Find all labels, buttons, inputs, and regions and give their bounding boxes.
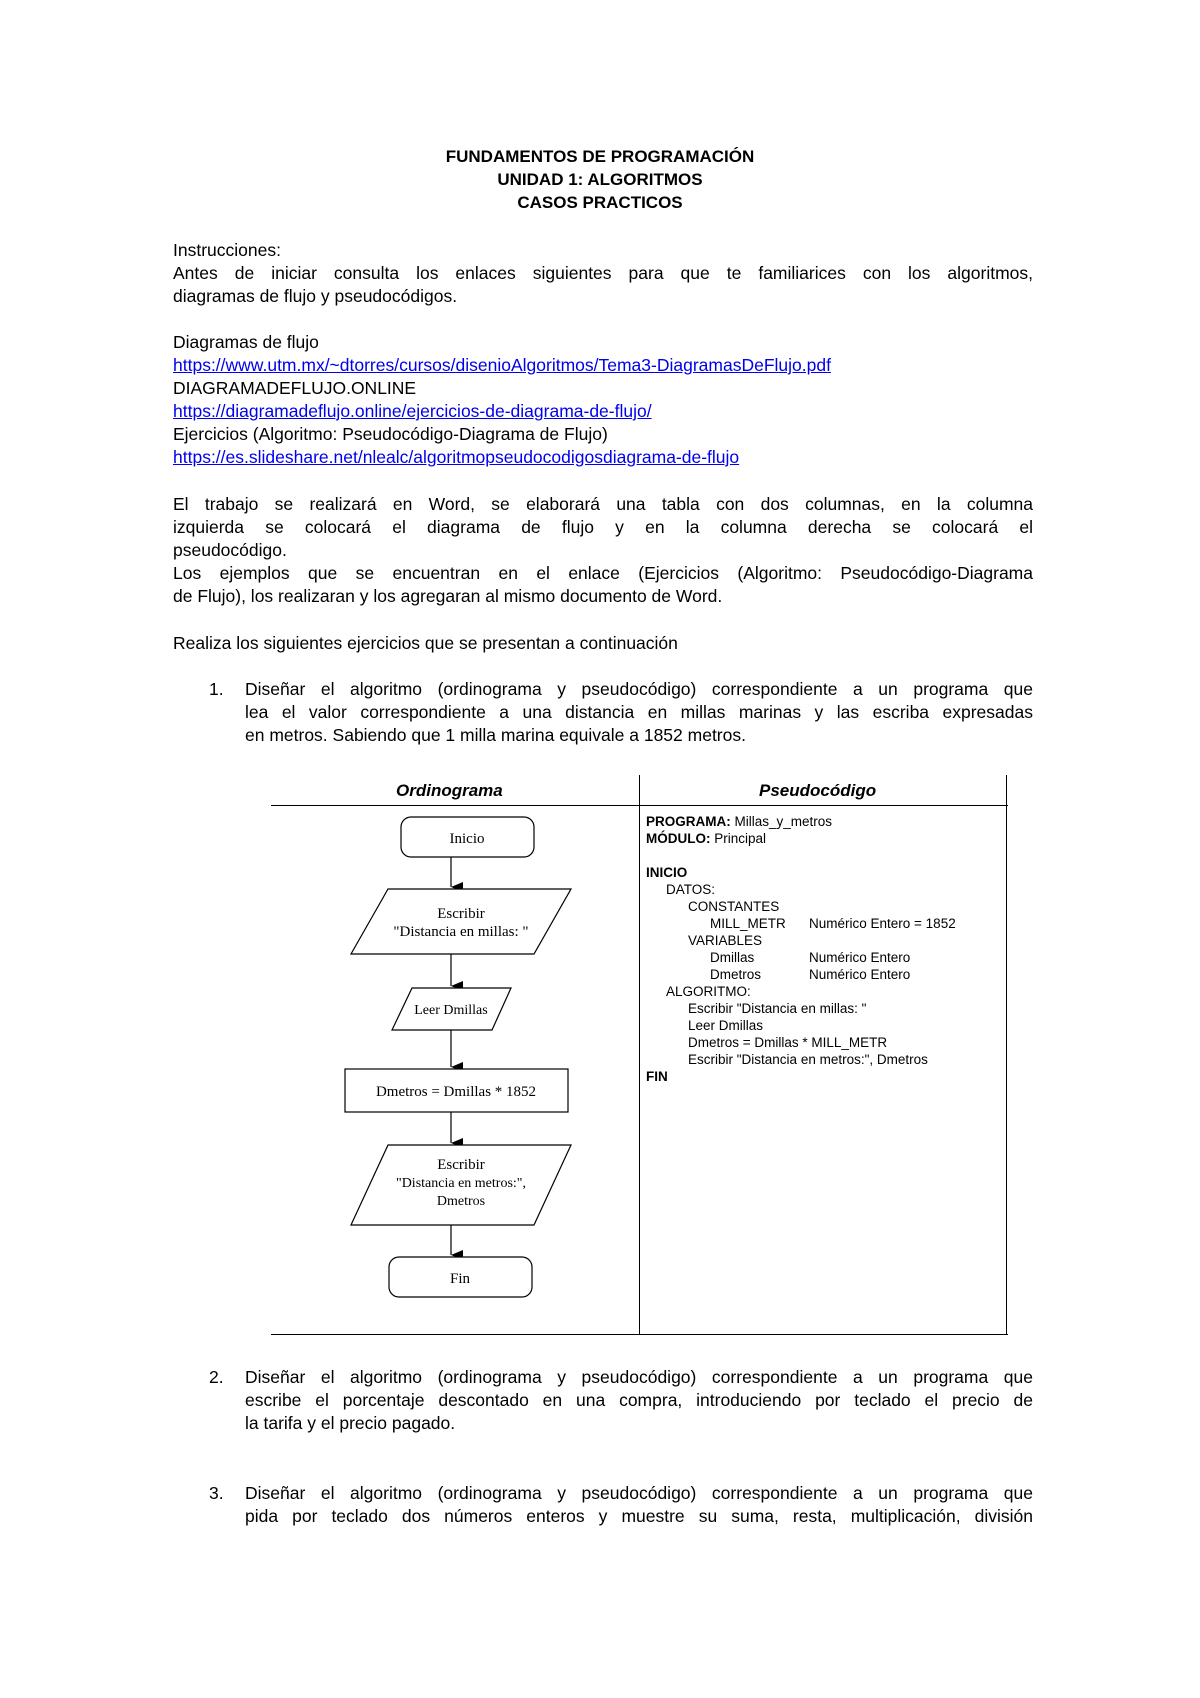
fin-label: Fin: [449, 1271, 471, 1287]
pseudo-dmetros-type: Numérico Entero: [809, 967, 911, 982]
instructions-line2: diagramas de flujo y pseudocódigos.: [173, 286, 458, 306]
leer-dmillas-io: [392, 988, 511, 1030]
pseudocodigo-header: Pseudocódigo: [759, 781, 877, 800]
utm-link[interactable]: https://www.utm.mx/~dtorres/cursos/disenioAlgoritmos/Tema3-DiagramasDeFlujo.pdf: [173, 355, 831, 375]
flowchart: [271, 805, 639, 1335]
doc-title-line3: CASOS PRACTICOS: [517, 193, 683, 212]
instructions-line1: Antes de iniciar consulta los enlaces siguientes para que te familiarices con los algoritmos,: [173, 263, 1033, 283]
pseudo-datos: DATOS:: [666, 882, 716, 897]
pseudo-dmillas-row: [646, 949, 1001, 966]
pseudo-alg-3: Dmetros = Dmillas * MILL_METR: [688, 1035, 888, 1050]
work-line1: El trabajo se realizará en Word, se elaborará una tabla con dos columnas, en la columna: [173, 494, 1033, 514]
pseudo-mill-metr: MILL_METR: [710, 916, 786, 931]
pseudo-algoritmo: ALGORITMO:: [666, 984, 751, 999]
pseudo-alg-2: Leer Dmillas: [688, 1018, 764, 1033]
exercise-2-number: 2.: [209, 1367, 224, 1387]
realiza-text: Realiza los siguientes ejercicios que se presentan a continuación: [173, 633, 678, 653]
online-label: DIAGRAMADEFLUJO.ONLINE: [173, 378, 417, 398]
ordinograma-pseudocodigo-table: [271, 775, 1008, 1335]
proceso-label: Dmetros = Dmillas * 1852: [375, 1084, 537, 1100]
pseudo-mill-metr-row: [646, 915, 1001, 932]
inicio-terminator: [401, 817, 534, 857]
exercise-2-line2: escribe el porcentaje descontado en una compra, introduciendo por teclado el precio de: [245, 1390, 1033, 1410]
exercise-1-number: 1.: [209, 679, 224, 699]
exercise-2-line3: la tarifa y el precio pagado.: [245, 1413, 456, 1433]
escribir1-label-a: Escribir: [437, 906, 485, 922]
work-line3: pseudocódigo.: [173, 540, 287, 560]
pseudo-dmetros-row: [646, 966, 1001, 983]
pseudocode-block: [646, 813, 1001, 1085]
fin-terminator: [389, 1257, 532, 1297]
pseudo-fin: FIN: [646, 1069, 668, 1084]
pseudo-alg-4: Escribir "Distancia en metros:", Dmetros: [688, 1052, 928, 1067]
exercise-1-line2: lea el valor correspondiente a una distancia en millas marinas y las escriba expresadas: [245, 702, 1033, 722]
escribir1-label-b: "Distancia en millas: ": [393, 924, 529, 940]
work-line4: Los ejemplos que se encuentran en el enlace (Ejercicios (Algoritmo: Pseudocódigo-Diagrama: [173, 563, 1033, 583]
proceso-calculo: [345, 1069, 568, 1112]
doc-title-line2: UNIDAD 1: ALGORITMOS: [497, 170, 703, 189]
exercise-3-line1: Diseñar el algoritmo (ordinograma y pseudocódigo) correspondiente a un programa que: [245, 1483, 1033, 1503]
leer-label: Leer Dmillas: [414, 1003, 488, 1018]
pseudo-mill-metr-type: Numérico Entero = 1852: [809, 916, 956, 931]
escribir-millas-io: [351, 889, 571, 954]
exercise-2-line1: Diseñar el algoritmo (ordinograma y pseudocódigo) correspondiente a un programa que: [245, 1367, 1033, 1387]
ordinograma-header: Ordinograma: [396, 781, 503, 800]
pseudo-alg-1: Escribir "Distancia en millas: ": [688, 1001, 867, 1016]
slideshare-link[interactable]: https://es.slideshare.net/nlealc/algoritmopseudocodigosdiagrama-de-flujo: [173, 447, 740, 467]
pseudo-inicio: INICIO: [646, 865, 688, 880]
work-line2: izquierda se colocará el diagrama de flujo y en la columna derecha se colocará el: [173, 517, 1033, 537]
table-column-divider: [639, 775, 640, 1335]
escribir-metros-io: [351, 1145, 571, 1225]
pseudo-dmillas-type: Numérico Entero: [809, 950, 911, 965]
diagramas-label: Diagramas de flujo: [173, 332, 319, 352]
pseudo-spacer: [646, 847, 1001, 864]
pseudo-variables: VARIABLES: [688, 933, 763, 948]
diagramadeflujo-link[interactable]: https://diagramadeflujo.online/ejercicios-de-diagrama-de-flujo/: [173, 401, 652, 421]
pseudo-dmillas: Dmillas: [710, 950, 755, 965]
escribir2-label-a: Escribir: [437, 1157, 485, 1173]
exercise-3-number: 3.: [209, 1483, 224, 1503]
exercise-1-line3: en metros. Sabiendo que 1 milla marina equivale a 1852 metros.: [245, 725, 746, 745]
escribir2-label-c: Dmetros: [436, 1194, 486, 1209]
exercise-1-line1: Diseñar el algoritmo (ordinograma y pseudocódigo) correspondiente a un programa que: [245, 679, 1033, 699]
ejercicios-label: Ejercicios (Algoritmo: Pseudocódigo-Diagrama de Flujo): [173, 424, 608, 444]
escribir2-label-b: "Distancia en metros:",: [395, 1176, 527, 1191]
pseudo-constantes: CONSTANTES: [688, 899, 780, 914]
pseudo-modulo: MÓDULO: Principal: [646, 831, 767, 846]
instructions-label: Instrucciones:: [173, 240, 281, 260]
inicio-label: Inicio: [449, 831, 485, 847]
exercise-3-line2: pida por teclado dos números enteros y muestre su suma, resta, multiplicación, división: [245, 1506, 1033, 1526]
pseudo-programa: PROGRAMA: Millas_y_metros: [646, 814, 833, 829]
pseudo-dmetros: Dmetros: [710, 967, 762, 982]
work-line5: de Flujo), los realizaran y los agregaran al mismo documento de Word.: [173, 586, 723, 606]
doc-title-line1: FUNDAMENTOS DE PROGRAMACIÓN: [445, 147, 755, 166]
